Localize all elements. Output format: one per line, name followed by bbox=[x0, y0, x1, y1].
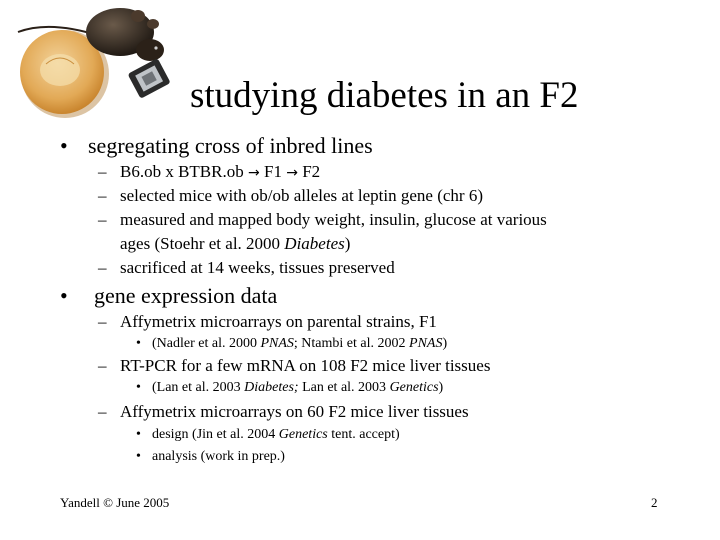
sub-affy-parental: Affymetrix microarrays on parental strains, F1 bbox=[120, 312, 437, 331]
sub-cross-scheme: B6.ob x BTBR.ob → F1 → F2 bbox=[120, 162, 321, 181]
dash-marker: – bbox=[98, 186, 107, 205]
small-bullet-marker: • bbox=[136, 449, 141, 464]
small-bullet-marker: • bbox=[136, 380, 141, 395]
dash-marker: – bbox=[98, 356, 107, 375]
mouse-logo-image bbox=[10, 2, 190, 124]
bullet-gene-expression: gene expression data bbox=[94, 283, 278, 308]
bullet-marker: • bbox=[60, 283, 68, 308]
dash-marker: – bbox=[98, 402, 107, 421]
bullet-cross-of-inbred-lines: segregating cross of inbred lines bbox=[88, 133, 373, 158]
ref-lan: (Lan et al. 2003 Diabetes; Lan et al. 2003 Genetics) bbox=[152, 380, 444, 395]
sub-affy-f2: Affymetrix microarrays on 60 F2 mice liver tissues bbox=[120, 402, 469, 421]
ref-jin-design: design (Jin et al. 2004 Genetics tent. accept) bbox=[152, 427, 400, 442]
bullet-marker: • bbox=[60, 133, 68, 158]
small-bullet-marker: • bbox=[136, 427, 141, 442]
sub-selected-mice: selected mice with ob/ob alleles at leptin gene (chr 6) bbox=[120, 186, 484, 205]
dash-marker: – bbox=[98, 210, 107, 229]
ref-nadler-ntambi: (Nadler et al. 2000 PNAS; Ntambi et al. 2002 PNAS) bbox=[152, 336, 448, 351]
sub-rt-pcr: RT-PCR for a few mRNA on 108 F2 mice liver tissues bbox=[120, 356, 491, 375]
analysis-work-in-prep: analysis (work in prep.) bbox=[152, 449, 285, 464]
sub-measured-line2: ages (Stoehr et al. 2000 Diabetes) bbox=[120, 234, 351, 253]
slide-title: studying diabetes in an F2 bbox=[190, 75, 579, 116]
dash-marker: – bbox=[98, 162, 107, 181]
right-arrow-icon: → bbox=[248, 165, 260, 181]
dash-marker: – bbox=[98, 258, 107, 277]
dash-marker: – bbox=[98, 312, 107, 331]
sub-measured-line1: measured and mapped body weight, insulin, glucose at various bbox=[120, 210, 547, 229]
slide-number: 2 bbox=[651, 495, 658, 510]
footer-author-date: Yandell © June 2005 bbox=[60, 495, 170, 510]
small-bullet-marker: • bbox=[136, 336, 141, 351]
right-arrow-icon: → bbox=[286, 165, 298, 181]
sub-sacrificed: sacrificed at 14 weeks, tissues preserved bbox=[120, 258, 395, 277]
